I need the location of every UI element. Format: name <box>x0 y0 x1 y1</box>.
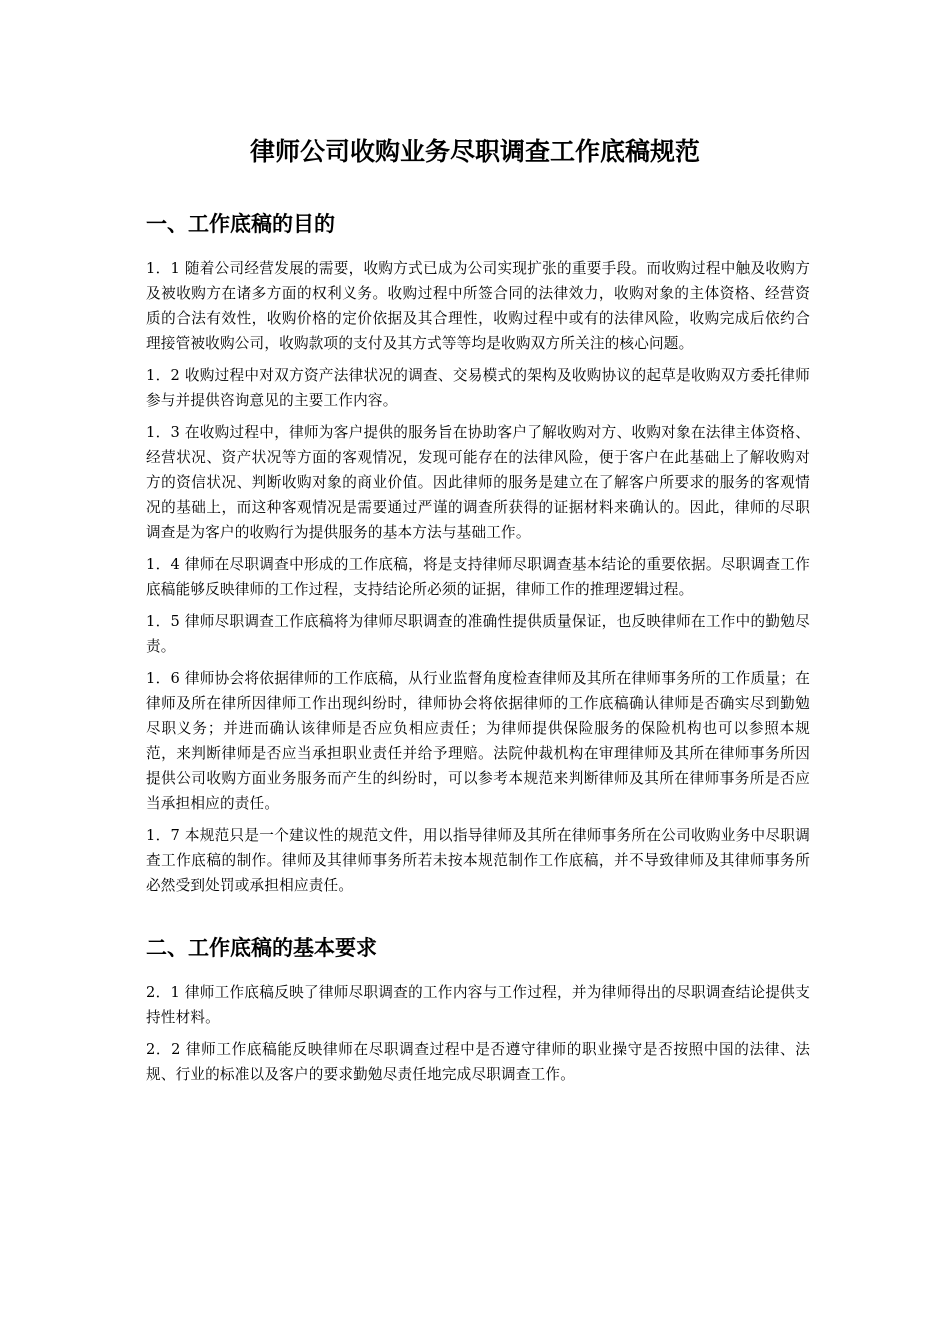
document-body <box>146 208 810 1094</box>
document-title: 律师公司收购业务尽职调查工作底稿规范 <box>249 137 700 166</box>
paragraph-1-2: 1．2 收购过程中对双方资产法律状况的调查、交易模式的架构及收购协议的起草是收购双方委托律师参与并提供咨询意见的主要工作内容。 <box>146 367 810 409</box>
paragraph-1-1: 1．1 随着公司经营发展的需要，收购方式已成为公司实现扩张的重要手段。而收购过程中触及收购方及被收购方在诸多方面的权利义务。收购过程中所签合同的法律效力，收购对象的主体资格、经营资质的合法有效性，收购价格的定价依据及其合理性，收购过程中或有的法律风险，收购完成后依约合理接管被收购公司，收购款项的支付及其方式等等均是收购双方所关注的核心问题。 <box>146 260 810 352</box>
section-purpose <box>146 208 810 898</box>
paragraph-2-2: 2．2 律师工作底稿能反映律师在尽职调查过程中是否遵守律师的职业操守是否按照中国的法律、法规、行业的标准以及客户的要求勤勉尽责任地完成尽职调查工作。 <box>146 1041 810 1083</box>
section-heading: 一、工作底稿的目的 <box>146 212 335 236</box>
paragraph-1-4: 1．4 律师在尽职调查中形成的工作底稿，将是支持律师尽职调查基本结论的重要依据。尽职调查工作底稿能够反映律师的工作过程，支持结论所必须的证据，律师工作的推理逻辑过程。 <box>146 556 810 598</box>
paragraph-1-3: 1．3 在收购过程中，律师为客户提供的服务旨在协助客户了解收购对方、收购对象在法律主体资格、经营状况、资产状况等方面的客观情况，发现可能存在的法律风险，便于客户在此基础上了解收购对方的资信状况、判断收购对象的商业价值。因此律师的服务是建立在了解客户所要求的服务的客观情况的基础上，而这种客观情况是需要通过严谨的调查所获得的证据材料来确认的。因此，律师的尽职调查是为客户的收购行为提供服务的基本方法与基础工作。 <box>146 424 810 541</box>
section-heading: 二、工作底稿的基本要求 <box>146 936 377 960</box>
paragraph-2-1: 2．1 律师工作底稿反映了律师尽职调查的工作内容与工作过程，并为律师得出的尽职调查结论提供支持性材料。 <box>146 984 810 1026</box>
paragraph-1-5: 1．5 律师尽职调查工作底稿将为律师尽职调查的准确性提供质量保证，也反映律师在工作中的勤勉尽责。 <box>146 613 810 655</box>
section-basic-requirements <box>146 932 810 1087</box>
paragraph-1-7: 1．7 本规范只是一个建议性的规范文件，用以指导律师及其所在律师事务所在公司收购业务中尽职调查工作底稿的制作。律师及其律师事务所若未按本规范制作工作底稿，并不导致律师及其律师事务所必然受到处罚或承担相应责任。 <box>146 827 810 894</box>
paragraph-1-6: 1．6 律师协会将依据律师的工作底稿，从行业监督角度检查律师及其所在律师事务所的工作质量；在律师及所在律所因律师工作出现纠纷时，律师协会将依据律师的工作底稿确认律师是否确实尽到勤勉尽职义务；并进而确认该律师是否应负相应责任；为律师提供保险服务的保险机构也可以参照本规范，来判断律师是否应当承担职业责任并给予理赔。法院仲裁机构在审理律师及其所在律师事务所因提供公司收购方面业务服务而产生的纠纷时，可以参考本规范来判断律师及其所在律师事务所是否应当承担相应的责任。 <box>146 670 810 812</box>
